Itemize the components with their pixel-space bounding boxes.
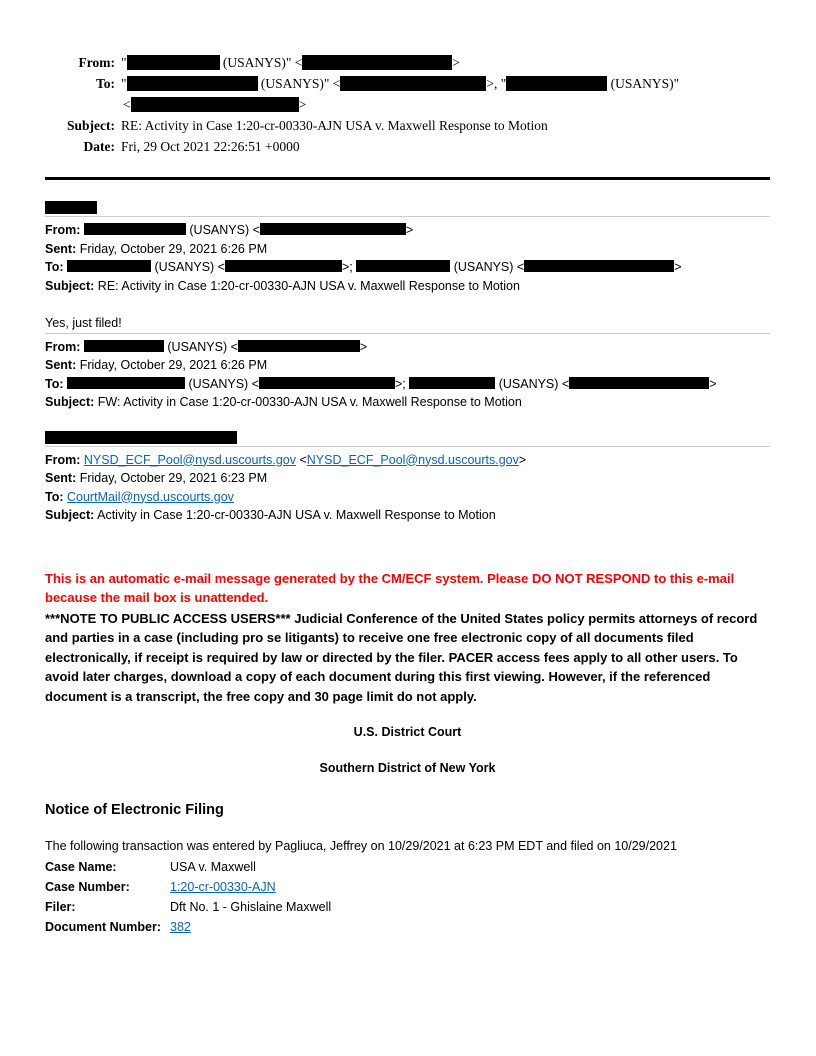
redaction-bar bbox=[238, 340, 360, 352]
from-text: > bbox=[452, 55, 461, 70]
filing-details bbox=[45, 857, 770, 937]
redaction-bar bbox=[356, 260, 450, 272]
from-line bbox=[45, 221, 770, 240]
from-label: From: bbox=[45, 452, 81, 467]
court-name: U.S. District Court bbox=[353, 725, 462, 739]
from-text: " bbox=[121, 55, 127, 70]
to-text: (USANYS)" bbox=[607, 76, 680, 91]
subject-label: Subject: bbox=[45, 278, 95, 293]
message-divider bbox=[45, 446, 770, 447]
from-label: From: bbox=[78, 55, 115, 70]
header-date-row bbox=[45, 136, 770, 157]
redaction-bar bbox=[506, 76, 607, 91]
court-district: Southern District of New York bbox=[319, 761, 496, 775]
subject-line bbox=[45, 393, 770, 412]
from-text: > bbox=[359, 339, 368, 354]
to-label: To: bbox=[45, 489, 64, 504]
date-value: Fri, 29 Oct 2021 22:26:51 +0000 bbox=[121, 139, 300, 154]
redaction-bar bbox=[260, 223, 406, 235]
redaction-bar bbox=[84, 340, 164, 352]
sent-label: Sent: bbox=[45, 358, 77, 372]
redaction-bar bbox=[259, 377, 395, 389]
from-label: From: bbox=[45, 223, 81, 237]
from-value bbox=[115, 52, 460, 73]
redacted-body-line bbox=[45, 431, 770, 446]
to-text: > bbox=[709, 376, 717, 391]
row-label: Filer: bbox=[45, 900, 76, 914]
to-line bbox=[45, 258, 770, 277]
to-line bbox=[45, 375, 770, 394]
header-to-row bbox=[45, 73, 770, 115]
to-text: >; bbox=[341, 260, 357, 274]
redaction-bar bbox=[127, 55, 220, 70]
message-divider bbox=[45, 333, 770, 334]
header-subject-row bbox=[45, 115, 770, 136]
header-from-row bbox=[45, 52, 770, 73]
row-value: USA v. Maxwell bbox=[170, 860, 256, 874]
header-divider bbox=[45, 177, 770, 180]
ecf-pool-email-link[interactable]: NYSD_ECF_Pool@nysd.uscourts.gov bbox=[306, 452, 519, 467]
subject-label: Subject: bbox=[67, 118, 115, 133]
redaction-bar bbox=[569, 377, 709, 389]
to-label: To: bbox=[45, 260, 64, 274]
ecf-pool-email-link[interactable]: NYSD_ECF_Pool@nysd.uscourts.gov bbox=[83, 452, 296, 467]
subject-value: RE: Activity in Case 1:20-cr-00330-AJN USA v. Maxwell Response to Motion bbox=[121, 118, 548, 133]
to-text: (USANYS) < bbox=[185, 376, 259, 391]
to-text: > bbox=[674, 260, 682, 274]
subject-line bbox=[45, 277, 770, 296]
sent-text: Friday, October 29, 2021 6:26 PM bbox=[79, 358, 268, 372]
redaction-bar bbox=[302, 55, 452, 70]
row-label: Case Name: bbox=[45, 860, 117, 874]
transaction-intro: The following transaction was entered by Pagliuca, Jeffrey on 10/29/2021 at 6:23 PM EDT and filed on 10/29/2021 bbox=[45, 839, 677, 853]
subject-label: Subject: bbox=[45, 508, 95, 522]
redaction-bar bbox=[409, 377, 495, 389]
filing-row-document-number bbox=[45, 917, 770, 937]
to-text: (USANYS)" < bbox=[257, 76, 341, 91]
public-access-note: ***NOTE TO PUBLIC ACCESS USERS*** Judicial Conference of the United States policy permits attorneys of record and parties in a case (including pro se litigants) to receive one free electronic copy of all documents filed electronically, if receipt is required by law or directed by the filer. PACER access fees apply to all other users. To avoid later charges, download a copy of each document during this first viewing. However, if the referenced document is a transcript, the free copy and 30 page limit do not apply. bbox=[45, 610, 758, 704]
sent-line bbox=[45, 356, 770, 375]
message-divider bbox=[45, 216, 770, 217]
quoted-message-2 bbox=[45, 333, 770, 446]
redaction-bar bbox=[67, 260, 151, 272]
notice-heading: Notice of Electronic Filing bbox=[45, 802, 224, 818]
filing-row-case-number bbox=[45, 877, 770, 897]
quoted-message-1 bbox=[45, 216, 770, 333]
from-label: From: bbox=[45, 339, 81, 354]
redaction-bar bbox=[45, 201, 97, 214]
row-value bbox=[170, 917, 191, 937]
to-text: >, " bbox=[486, 76, 507, 91]
to-text: (USANYS) < bbox=[151, 260, 225, 274]
document-number-link[interactable]: 382 bbox=[170, 920, 191, 934]
from-text: (USANYS)" < bbox=[219, 55, 303, 70]
from-text: > bbox=[405, 223, 414, 237]
sent-line bbox=[45, 469, 770, 488]
sent-line bbox=[45, 240, 770, 259]
subject-text: RE: Activity in Case 1:20-cr-00330-AJN USA v. Maxwell Response to Motion bbox=[97, 278, 520, 293]
sent-label: Sent: bbox=[45, 471, 77, 485]
to-line-2 bbox=[121, 94, 679, 115]
redaction-bar bbox=[225, 260, 342, 272]
courtmail-email-link[interactable]: CourtMail@nysd.uscourts.gov bbox=[67, 489, 234, 504]
to-text: (USANYS) < bbox=[450, 260, 525, 274]
ecf-notification-message bbox=[45, 446, 770, 525]
to-label: To: bbox=[45, 376, 64, 391]
redaction-bar bbox=[127, 76, 258, 91]
subject-label: Subject: bbox=[45, 395, 95, 409]
to-text: < bbox=[123, 97, 131, 112]
to-text: (USANYS) < bbox=[495, 376, 570, 391]
from-line bbox=[45, 451, 770, 470]
subject-text: FW: Activity in Case 1:20-cr-00330-AJN USA v. Maxwell Response to Motion bbox=[97, 395, 522, 409]
row-value: Dft No. 1 - Ghislaine Maxwell bbox=[170, 900, 332, 914]
row-label: Document Number: bbox=[45, 920, 161, 934]
case-number-link[interactable]: 1:20-cr-00330-AJN bbox=[170, 880, 276, 894]
to-value bbox=[115, 73, 679, 115]
to-line bbox=[45, 488, 770, 507]
redaction-bar bbox=[340, 76, 486, 91]
sent-text: Friday, October 29, 2021 6:23 PM bbox=[79, 471, 268, 485]
row-value bbox=[170, 877, 276, 897]
subject-line bbox=[45, 506, 770, 525]
to-label: To: bbox=[95, 76, 115, 91]
redaction-bar bbox=[131, 97, 299, 112]
auto-warning-text: This is an automatic e-mail message generated by the CM/ECF system. Please DO NOT RESPOND to this e-mail because the mail box is unattended. bbox=[45, 570, 735, 605]
to-text: " bbox=[121, 76, 127, 91]
from-text: (USANYS) < bbox=[185, 223, 260, 237]
to-line-1 bbox=[121, 73, 679, 94]
message-body: Yes, just filed! bbox=[45, 316, 122, 330]
filing-row-case-name bbox=[45, 857, 770, 877]
redaction-bar bbox=[67, 377, 185, 389]
from-text: > bbox=[518, 452, 527, 467]
sent-label: Sent: bbox=[45, 241, 77, 256]
sent-text: Friday, October 29, 2021 6:26 PM bbox=[79, 241, 268, 256]
from-text: (USANYS) < bbox=[163, 339, 238, 354]
to-text: >; bbox=[394, 376, 410, 391]
date-label: Date: bbox=[83, 139, 115, 154]
from-text: < bbox=[296, 452, 307, 467]
redacted-body-line bbox=[45, 201, 770, 216]
subject-text: Activity in Case 1:20-cr-00330-AJN USA v. Maxwell Response to Motion bbox=[97, 508, 496, 522]
email-header bbox=[45, 52, 770, 157]
row-label: Case Number: bbox=[45, 880, 130, 894]
redaction-bar bbox=[524, 260, 674, 272]
redaction-bar bbox=[45, 431, 237, 444]
filing-row-filer bbox=[45, 897, 770, 917]
to-text: > bbox=[298, 97, 307, 112]
redaction-bar bbox=[84, 223, 186, 235]
from-line bbox=[45, 338, 770, 357]
